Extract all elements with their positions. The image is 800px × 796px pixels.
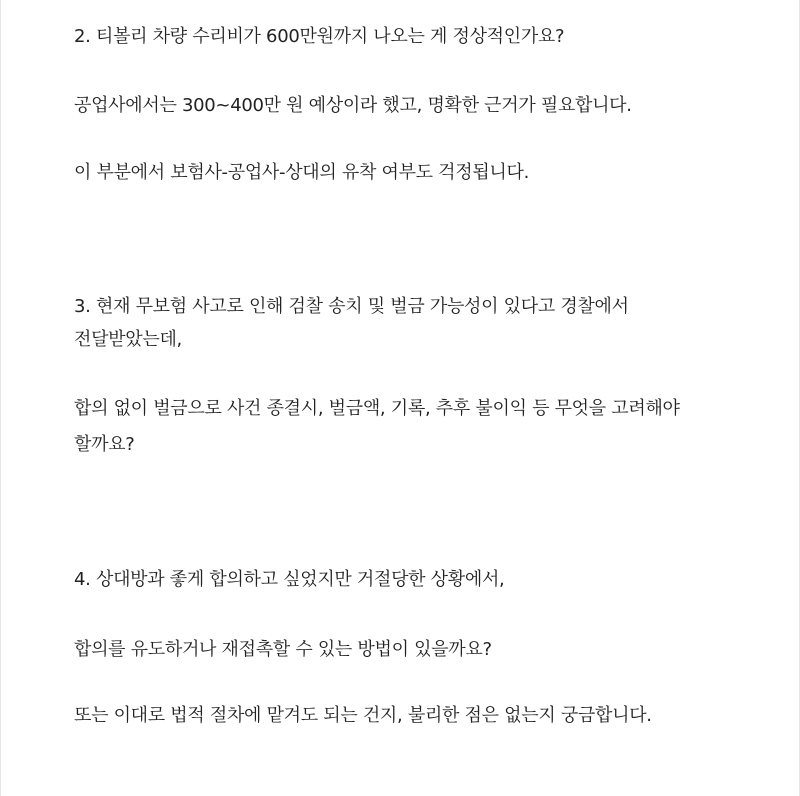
question-3-line-2: 전달받았는데,	[74, 329, 182, 350]
question-4-title: 4. 상대방과 좋게 합의하고 싶었지만 거절당한 상황에서,	[74, 569, 505, 590]
question-2-title: 2. 티볼리 차량 수리비가 600만원까지 나오는 게 정상적인가요?	[74, 26, 565, 47]
question-4-line-3: 또는 이대로 법적 절차에 맡겨도 되는 건지, 불리한 점은 없는지 궁금합니다.	[74, 705, 652, 726]
question-3-line-4: 할까요?	[74, 434, 135, 455]
question-3-line-3: 합의 없이 벌금으로 사건 종결시, 벌금액, 기록, 추후 불이익 등 무엇을 고려해야	[74, 398, 680, 419]
question-2-line-3: 이 부분에서 보험사-공업사-상대의 유착 여부도 걱정됩니다.	[74, 162, 530, 183]
question-3-title: 3. 현재 무보험 사고로 인해 검찰 송치 및 벌금 가능성이 있다고 경찰에서	[74, 296, 629, 317]
question-4-line-2: 합의를 유도하거나 재접촉할 수 있는 방법이 있을까요?	[74, 639, 492, 660]
question-2-line-2: 공업사에서는 300~400만 원 예상이라 했고, 명확한 근거가 필요합니다.	[74, 95, 632, 116]
